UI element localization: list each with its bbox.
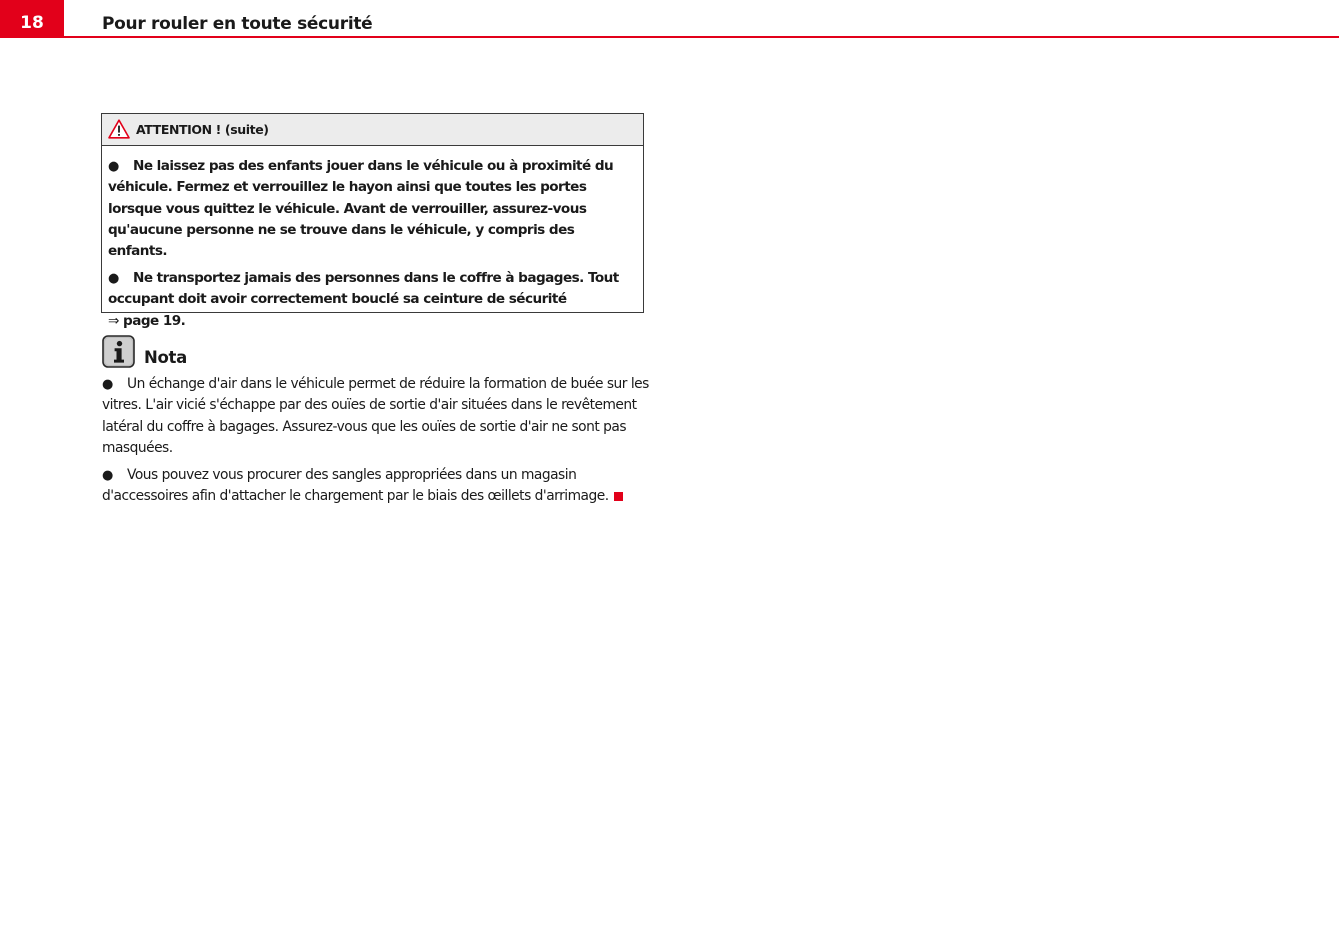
note-item-text: Vous pouvez vous procurer des sangles appropriées dans un magasin d'accessoires afin d'attacher le chargement par le biais des œillets d'arrimage.	[102, 467, 609, 505]
warning-body	[102, 146, 643, 332]
info-icon	[102, 335, 135, 368]
bullet-icon: ●	[102, 468, 113, 484]
page-reference-link[interactable]: page 19.	[123, 312, 186, 329]
page-title: Pour rouler en toute sécurité	[102, 14, 373, 34]
page-number: 18	[0, 0, 64, 38]
warning-box	[101, 113, 644, 329]
end-of-section-icon	[614, 492, 623, 501]
note-title: Nota	[144, 348, 187, 367]
bullet-icon: ●	[108, 270, 119, 286]
header-rule	[0, 36, 1339, 38]
bullet-icon: ●	[102, 377, 113, 392]
warning-item	[108, 268, 637, 332]
page-header	[0, 0, 1339, 38]
warning-item-text: Ne transportez jamais des personnes dans le coffre à bagages. Tout occupant doit avoir correctement bouclé sa ceinture de sécurité	[108, 269, 619, 308]
warning-item-text: Ne laissez pas des enfants jouer dans le véhicule ou à proximité du véhicule. Fermez et verrouillez le hayon ainsi que toutes les portes lorsque vous quittez le véhicule. Avant de verrouiller, assurez-vous qu'aucune personne ne se trouve dans le véhicule, y compris des enfants.	[108, 158, 614, 260]
note-item-text: Un échange d'air dans le véhicule permet de réduire la formation de buée sur les vitres. L'air vicié s'échappe par des ouïes de sortie d'air situées dans le revêtement latéral du coffre à bagages. Assurez-vous que les ouïes de sortie d'air ne sont pas masquées.	[102, 376, 649, 456]
note-item	[102, 465, 650, 508]
note-body	[102, 374, 650, 514]
warning-item	[108, 156, 637, 262]
warning-header	[102, 114, 643, 146]
warning-triangle-icon	[108, 119, 130, 139]
bullet-icon: ●	[108, 159, 119, 174]
warning-title: ATTENTION ! (suite)	[136, 122, 269, 137]
note-item	[102, 374, 650, 459]
reference-arrow-icon: ⇒	[108, 312, 119, 329]
